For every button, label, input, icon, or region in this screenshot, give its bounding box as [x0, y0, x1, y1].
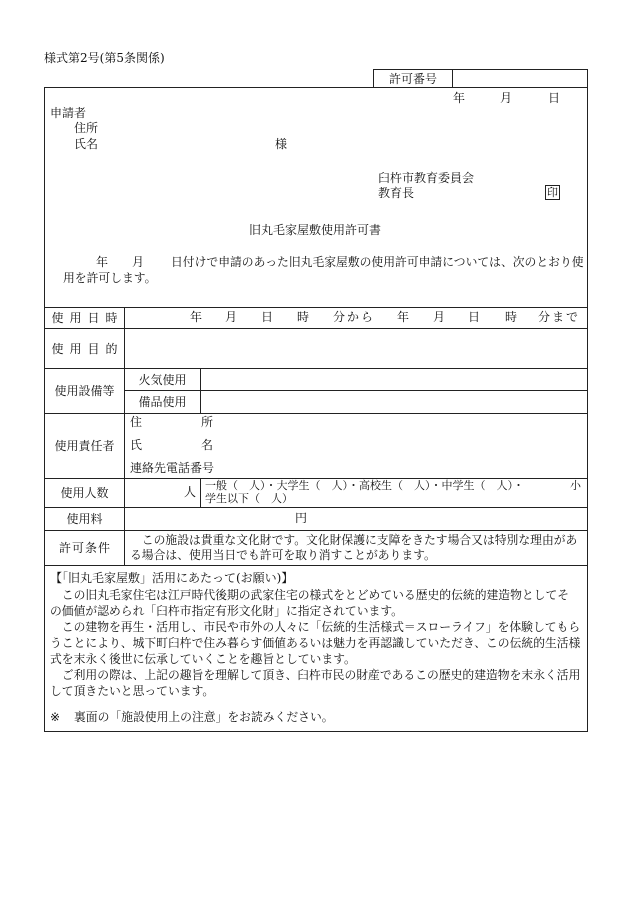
body-month-label: 月 — [132, 255, 145, 269]
datetime-token: 月 — [225, 310, 238, 324]
datetime-token: 分まで — [538, 310, 581, 324]
issuer-title: 教育長 — [378, 186, 415, 200]
body-text-line: 日付けで申請のあった旧丸毛家屋敷の使用許可申請については、次のとおり使 — [171, 255, 584, 269]
table-rule — [44, 507, 588, 508]
notice-text-line: ご利用の際は、上記の趣旨を理解して頂き、臼杵市民の財産であるこの歴史的建造物を末永く活用 — [50, 668, 581, 682]
issuer-organization: 臼杵市教育委員会 — [378, 171, 475, 185]
datetime-token: 時 — [505, 310, 518, 324]
responsible-name-label: 氏名 — [130, 438, 273, 452]
table-rule — [44, 328, 588, 329]
datetime-token: 年 — [397, 310, 410, 324]
applicant-name-label: 氏名 — [74, 137, 99, 151]
purpose-label: 使用目的 — [51, 341, 124, 356]
datetime-token: 分から — [333, 310, 376, 324]
body-text-line: 用を許可します。 — [63, 271, 157, 285]
attendees-unit: 人 — [184, 485, 197, 499]
footnote-mark: ※ — [50, 710, 61, 724]
responsible-address-label: 住所 — [130, 415, 273, 429]
fee-label: 使用料 — [66, 512, 103, 526]
seal-mark: 印 — [547, 186, 558, 199]
table-rule — [44, 413, 588, 414]
date-day-label: 日 — [548, 91, 561, 105]
date-month-label: 月 — [500, 91, 513, 105]
body-year-label: 年 — [96, 255, 109, 269]
applicant-honorific: 様 — [275, 137, 288, 151]
permit-number-label: 許可番号 — [374, 70, 453, 88]
responsible-label: 使用責任者 — [54, 439, 115, 453]
notice-text-line: うことにより、城下町臼杵で住み暮らす価値あるいは魅力を再認識していただき、この伝統的生活様 — [50, 636, 581, 650]
table-rule — [44, 530, 588, 531]
fee-unit: 円 — [295, 511, 308, 525]
attendees-breakdown-line-end: 小 — [570, 479, 581, 492]
table-column-rule — [200, 368, 201, 413]
applicant-label: 申請者 — [50, 106, 87, 120]
footnote-text: 裏面の「施設使用上の注意」をお読みください。 — [74, 710, 334, 724]
notice-heading: 【「旧丸毛家屋敷」活用にあたって(お願い)】 — [50, 571, 294, 585]
notice-text-line: この旧丸毛家住宅は江戸時代後期の武家住宅の様式をとどめている歴史的伝統的建造物としてそ — [50, 588, 570, 602]
applicant-address-label: 住所 — [74, 121, 99, 135]
date-year-label: 年 — [453, 91, 466, 105]
datetime-token: 年 — [190, 310, 203, 324]
notice-text-line: この建物を再生・活用し、市民や市外の人々に「伝統的生活様式＝スローライフ」を体験してもら — [50, 620, 581, 634]
table-column-rule — [200, 478, 201, 507]
table-column-rule — [124, 307, 125, 565]
datetime-token: 月 — [433, 310, 446, 324]
attendees-breakdown-line: 一般（ 人）・大学生（ 人）・高校生（ 人）・中学生（ 人）・ — [205, 479, 524, 492]
datetime-token: 時 — [297, 310, 310, 324]
notice-text-line: の価値が認められ「臼杵市指定有形文化財」に指定されています。 — [50, 604, 403, 618]
datetime-label: 使用日時 — [51, 311, 124, 325]
datetime-token: 日 — [468, 310, 481, 324]
notice-text-line: して頂きたいと思っています。 — [50, 684, 215, 698]
permit-number-box — [373, 69, 588, 88]
equipment-label: 使用設備等 — [54, 384, 115, 398]
form-number: 様式第2号(第5条関係) — [44, 51, 165, 65]
attendees-breakdown-line: 学生以下（ 人） — [205, 492, 293, 505]
datetime-token: 日 — [261, 310, 274, 324]
conditions-text-line: る場合は、使用当日でも許可を取り消すことがあります。 — [130, 548, 436, 562]
table-rule — [44, 307, 588, 308]
conditions-label: 許可条件 — [58, 541, 111, 555]
equipment-use-label: 備品使用 — [138, 395, 187, 409]
notice-text-line: 式を末永く後世に伝承していくことを趣旨としています。 — [50, 652, 356, 666]
table-rule — [44, 565, 588, 566]
fire-use-label: 火気使用 — [138, 372, 187, 387]
document-title: 旧丸毛家屋敷使用許可書 — [248, 223, 381, 237]
attendees-label: 使用人数 — [60, 486, 109, 500]
conditions-text-line: この施設は貴重な文化財です。文化財保護に支障をきたす場合又は特別な理由があ — [130, 533, 578, 547]
responsible-phone-label: 連絡先電話番号 — [130, 461, 215, 475]
